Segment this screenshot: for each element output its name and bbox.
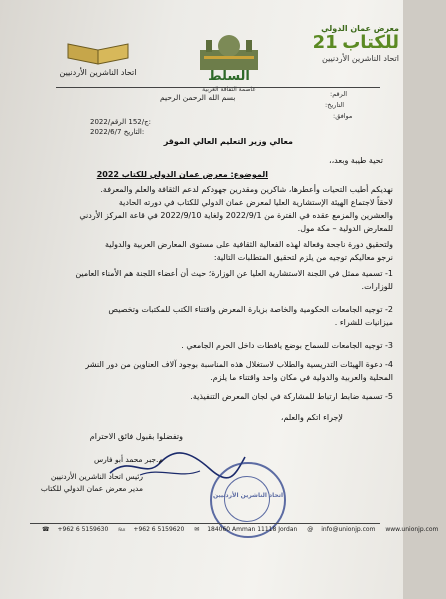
closing-regards: وتفضلوا بقبول فائق الاحترام bbox=[89, 432, 183, 441]
request-item-3: 3- توجيه الجامعات للسماح بوضع يافطات داخل الحرم الجامعي . bbox=[181, 341, 393, 350]
footer-web: www.unionjp.com bbox=[385, 526, 439, 533]
footer-fax: +962 6 5159620 bbox=[133, 526, 185, 533]
body-line: نهديكم أطيب التحيات وأعطرها، شاكرين ومقدرين جهودكم لدعم الثقافة والعلم والمعرفة. bbox=[100, 185, 393, 194]
body-line: نرجو معاليكم توجيه من يلزم لتحقيق المتطلبات التالية: bbox=[213, 253, 393, 262]
footer-phone: +962 6 5159630 bbox=[57, 526, 109, 533]
field-date: التاريخ: bbox=[325, 101, 345, 109]
footer-email: info@unionjp.com bbox=[321, 526, 376, 533]
request-item-4: 4- دعوة الهيئات التدريسية والطلاب لاستغلال هذه المناسبة بوجود آلاف العناوين من دور النشر bbox=[85, 360, 393, 369]
signer-name: م.جبر محمد أبو فارس bbox=[93, 455, 163, 464]
body-line: ولتحقيق دورة ناجحة وفعالة لهذه الفعالية الثقافية على مستوى المعارض العربية والدولية bbox=[104, 240, 393, 249]
header-divider bbox=[56, 87, 380, 88]
request-item-2-cont: ميزانيات للشراء . bbox=[334, 318, 393, 327]
recipient: معالي وزير التعليم العالي الموقر bbox=[163, 137, 293, 146]
open-book-icon bbox=[58, 38, 138, 68]
salt-capital-logo bbox=[190, 32, 268, 93]
phone-icon: ☎ bbox=[42, 526, 50, 533]
request-item-2: 2- توجيه الجامعات الحكومية والخاصة بزيارة المعرض واقتناء الكتب للمكتبات وتخصيص bbox=[108, 305, 393, 314]
request-item-1-cont: للوزارات. bbox=[361, 282, 393, 291]
signer-title-2: مدير معرض عمان الدولي للكتاب bbox=[40, 484, 143, 493]
book-fair-logo-main: للكتاب 21 bbox=[312, 32, 399, 53]
subject: الموضوع: معرض عمان الدولي للكتاب 2022 bbox=[96, 170, 268, 179]
book-fair-logo-top: معرض عمان الدولي bbox=[321, 24, 399, 33]
footer-divider bbox=[30, 523, 380, 524]
stamp-inner-ring bbox=[224, 476, 270, 522]
request-item-5: 5- تسمية ضابط ارتباط للمشاركة في لجان المعرض التنفيذية. bbox=[190, 392, 393, 401]
salutation: تحية طيبة وبعد،، bbox=[329, 156, 383, 165]
field-corresponding: موافق: bbox=[333, 112, 353, 120]
request-item-4-cont: المحلية والعربية والدولية في مكان واحد واقتناء ما يلزم. bbox=[210, 373, 393, 382]
publishers-union-logo-text: اتحاد الناشرين الأردنيين bbox=[59, 68, 137, 77]
footer-pobox: 184060 Amman 11118 Jordan bbox=[207, 526, 298, 533]
stamp-text: اتحاد الناشرين الأردنيين bbox=[212, 492, 284, 499]
body-line: للمعارض الدولية – مكة مول. bbox=[297, 224, 393, 233]
mailbox-icon: ✉ bbox=[194, 526, 200, 533]
fax-icon: ℻ bbox=[118, 526, 126, 533]
salt-logo-caption: السلط bbox=[208, 69, 250, 84]
basmala: بسم الله الرحمن الرحيم bbox=[160, 93, 236, 102]
field-number: الرقم: bbox=[330, 90, 347, 98]
body-line: والعشرين والمزمع عقده في الفترة من 2022/9/1 ولغاية 2022/9/10 في قاعة المركز الأردني bbox=[79, 211, 393, 220]
reference-number: 2022/ج/152 الرقم: bbox=[90, 118, 151, 126]
book-fair-logo-sub: اتحاد الناشرين الأردنيين bbox=[322, 54, 399, 63]
request-item-1: 1- تسمية ممثل في اللجنة الاستشارية العليا عن الوزارة؛ حيث أن أعضاء اللجنة هم الأمناء العامين bbox=[75, 269, 393, 278]
salt-logo-sub: عاصمة الثقافة العربية bbox=[202, 86, 256, 93]
reference-date: 2022/6/7 التاريخ: bbox=[90, 128, 145, 136]
email-icon: @ bbox=[307, 526, 314, 533]
book-fair-logo bbox=[269, 22, 399, 66]
body-line: لاحقاً لاجتماع الهيئة الإستشارية العليا لمعرض عمان الدولي للكتاب في دورته الحادية bbox=[118, 198, 393, 207]
signer-title-1: رئيس اتحاد الناشرين الأردنيين bbox=[50, 472, 143, 481]
closing-line: لإجراء اتكم والعلم، bbox=[280, 413, 343, 422]
footer-contacts bbox=[42, 526, 446, 533]
building-icon bbox=[190, 32, 268, 72]
publishers-union-logo bbox=[58, 38, 138, 90]
